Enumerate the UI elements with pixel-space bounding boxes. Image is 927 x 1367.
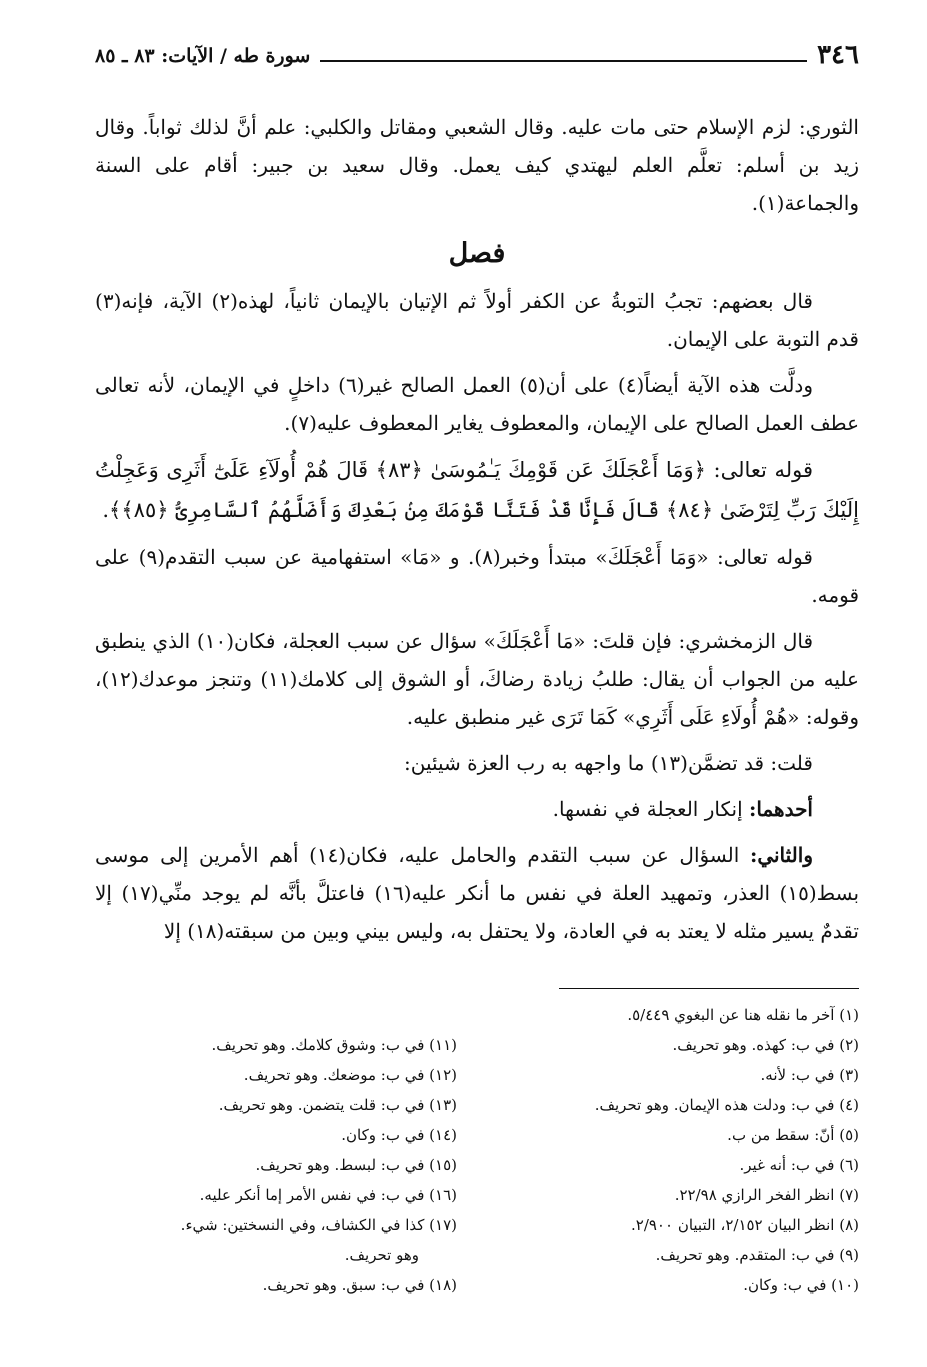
running-title: سورة طه / الآيات: ٨٣ ـ ٨٥ [95,45,311,67]
first-point-label: أحدهما: [748,797,813,821]
footnote: (١١) في ب: وشوق كلامك. وهو تحريف. [211,1036,457,1054]
footnotes [95,1000,859,1300]
paragraph-6: قال الزمخشري: فإن قلتَ: «مَا أَعْجَلَكَ» سؤال عن سبب العجلة، فكان(١٠) الذي ينطبق عليه من الجواب أن يقال: طلبُ زيادة رضاكَ، أو الشوق إلى كلامك(١١) وتنجز موعدك(١٢)، وقوله: «هُمْ أُولَاءِ عَلَى أَثَرِي» كَمَا تَرَى غير منطبق عليه. [95,629,859,729]
footnote: (٨) انظر البيان ٢/١٥٢، التبيان ٢/٩٠٠. [630,1216,859,1234]
second-point-text: السؤال عن سبب التقدم والحامل عليه، فكان(١٤) أهم الأمرين إلى موسى بسط(١٥) العذر، وتمهيد العلة في نفس ما أنكر عليه(١٦) فاعتلَّ بأنَّه لم يوجد منِّي(١٧) إلا تقدمٌ يسير مثله لا يعتد به في العادة، ولا يحتفل به، وليس بيني وبين من سبقته(١٨) إلا [95,843,860,943]
footnote: (١٨) في ب: سبق. وهو تحريف. [262,1276,457,1294]
footnote-separator [559,988,859,989]
footnote-column-left [95,1000,457,1300]
footnote: (١٦) في ب: في نفس الأمر إما أنكر عليه. [199,1186,457,1204]
footnote: (٧) انظر الفخر الرازي ٢٢/٩٨. [674,1186,859,1204]
footnote: (٤) في ب: ودلت هذه الإيمان. وهو تحريف. [594,1096,859,1114]
section-heading: فصل [448,238,506,269]
header-rule [320,60,807,62]
paragraph-7: قلت: قد تضمَّن(١٣) ما واجهه به رب العزة شيئين: [403,751,813,775]
footnote: (١٣) في ب: قلت يتضمن. وهو تحريف. [218,1096,457,1114]
footnote: (١٥) في ب: لبسط. وهو تحريف. [255,1156,457,1174]
page-number: ٣٤٦ [817,40,859,70]
footnote: (١٤) في ب: وكان. [341,1126,457,1144]
footnote-column-right [497,1000,859,1300]
footnote: (٦) في ب: أنه غير. [739,1156,859,1174]
paragraph-1: الثوري: لزم الإسلام حتى مات عليه. وقال الشعبي ومقاتل والكلبي: علم أنَّ لذلك ثواباً. وقال زيد بن أسلم: تعلَّم العلم ليهتدي كيف يعمل. وقال سعيد بن جبير: أقام على السنة والجماعة(١). [95,115,859,215]
footnote-continuation: وهو تحريف. [344,1246,419,1264]
quran-verse-paragraph: قوله تعالى: ﴿وَمَا أَعْجَلَكَ عَن قَوْمِكَ يَـٰمُوسَىٰ ﴿٨٣﴾ قَالَ هُمْ أُولَآءِ عَلَىٰٓ أَثَرِى وَعَجِلْتُ إِلَيْكَ رَبِّ لِتَرْضَىٰ ﴿٨٤﴾ قَالَ فَإِنَّا قَدْ فَتَنَّا قَوْمَكَ مِنۢ بَعْدِكَ وَأَضَلَّهُمُ ٱلسَّامِرِىُّ ﴿٨٥﴾﴾. [95,458,859,522]
footnote: (٥) أنّ: سقط من ب. [727,1126,859,1144]
footnote: (١) آخر ما نقله هنا عن البغوي ٥/٤٤٩. [627,1006,859,1024]
main-text [95,108,859,950]
paragraph-first-point [95,790,859,828]
paragraph-second-point [95,836,859,950]
footnote: (١٢) في ب: موضعك. وهو تحريف. [243,1066,457,1084]
footnote: (١٧) كذا في الكشاف، وفي النسختين: شيء. [180,1216,457,1234]
footnote: (٩) في ب: المتقدم. وهو تحريف. [655,1246,859,1264]
second-point-label: والثاني: [749,843,813,867]
paragraph-2: قال بعضهم: تجبُ التوبةُ عن الكفر أولاً ثم الإتيان بالإيمان ثانياً، لهذه(٢) الآية، فإنه(٣) قدم التوبة على الإيمان. [95,289,859,351]
footnote: (٢) في ب: كهذه. وهو تحريف. [672,1036,859,1054]
footnote: (١٠) في ب: وكان. [743,1276,859,1294]
paragraph-3: ودلَّت هذه الآية أيضاً(٤) على أن(٥) العمل الصالح غير(٦) داخلٍ في الإيمان، لأنه تعالى عطف العمل الصالح على الإيمان، والمعطوف يغاير المعطوف عليه(٧). [95,373,859,435]
running-header [95,30,859,70]
footnote: (٣) في ب: لأنه. [760,1066,859,1084]
paragraph-5: قوله تعالى: «وَمَا أَعْجَلَكَ» مبتدأ وخبر(٨). و «مَا» استفهامية عن سبب التقدم(٩) على قومه. [95,545,859,607]
first-point-text: إنكار العجلة في نفسها. [552,797,749,821]
